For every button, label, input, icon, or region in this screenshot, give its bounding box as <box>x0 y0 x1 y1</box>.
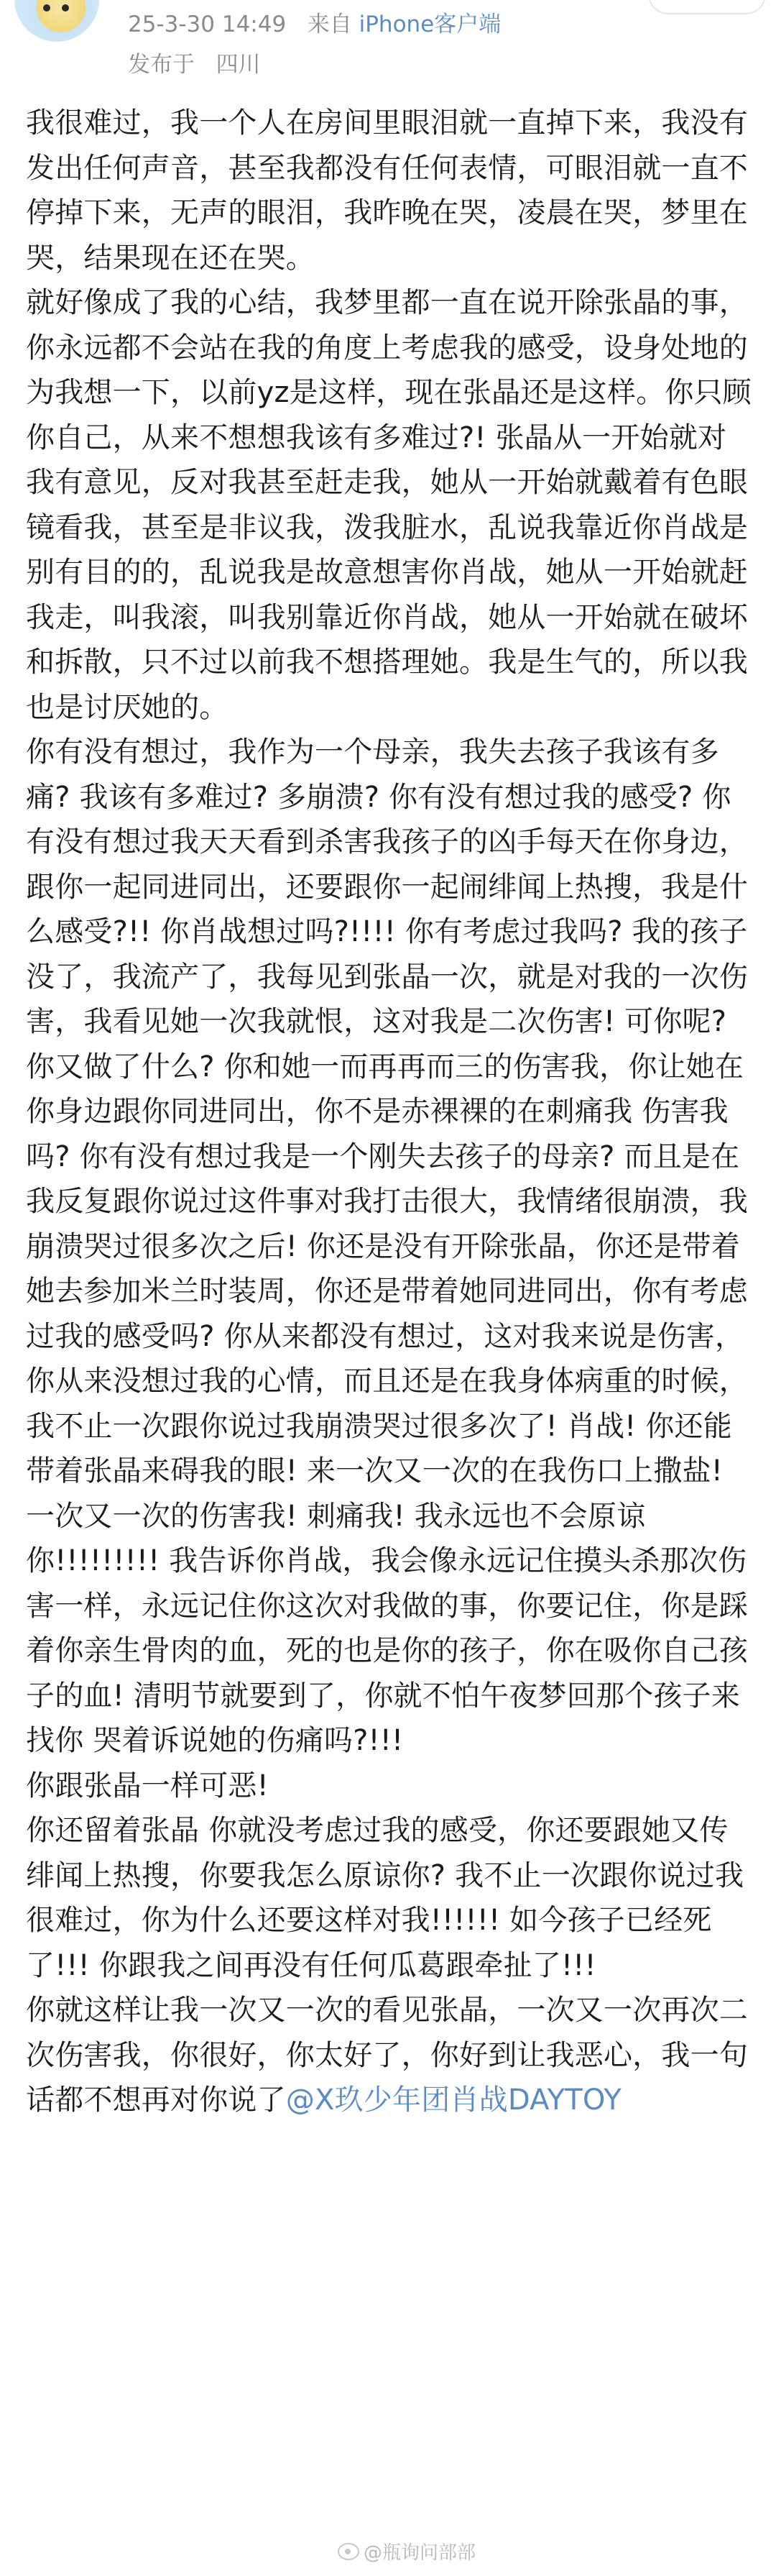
follow-button[interactable] <box>648 0 766 14</box>
post-paragraph: 你有没有想过，我作为一个母亲，我失去孩子我该有多痛? 我该有多难过? 多崩溃? 你有没有想过我的感受? 你有没有想过我天天看到杀害我孩子的凶手每天在你身边，跟你一起同进同出，还要跟你一起闹绯闻上热搜，我是什么感受?!! 你肖战想过吗?!!!! 你有考虑过我吗? 我的孩子没了，我流产了，我每见到张晶一次，就是对我的一次伤害，我看见她一次我就恨，这对我是二次伤害! 可你呢? 你又做了什么? 你和她一而再再而三的伤害我，你让她在你身边跟你同进同出，你不是赤裸裸的在刺痛我 伤害我吗? 你有没有想过我是一个刚失去孩子的母亲? 而且是在我反复跟你说过这件事对我打击很大，我情绪很崩溃，我崩溃哭过很多次之后! 你还是没有开除张晶，你还是带着她去参加米兰时装周，你还是带着她同进同出，你有考虑过我的感受吗? 你从来都没有想过，这对我来说是伤害，你从来没想过我的心情，而且还是在我身体病重的时候，我不止一次跟你说过我崩溃哭过很多次了! 肖战! 你还能带着张晶来碍我的眼! 来一次又一次的在我伤口上撒盐! 一次又一次的伤害我! 刺痛我! 我永远也不会原谅你!!!!!!!!! 我告诉你肖战，我会像永远记住摸头杀那次伤害一样，永远记住你这次对我做的事，你要记住，你是踩着你亲生骨肉的血，死的也是你的孩子，你在吸你自己孩子的血! 清明节就要到了，你就不怕午夜梦回那个孩子来找你 哭着诉说她的伤痛吗?!!! <box>26 735 748 1757</box>
watermark <box>338 2538 476 2564</box>
post-meta-location <box>128 46 261 78</box>
post-timestamp: 25-3-30 14:49 <box>128 12 287 37</box>
post-paragraph: 你跟张晶一样可恶! <box>26 1769 269 1802</box>
location-prefix: 发布于 <box>128 52 195 78</box>
post-header <box>0 0 776 101</box>
post-meta-time-source <box>128 6 501 38</box>
avatar[interactable] <box>14 0 99 42</box>
source-prefix: 来自 <box>307 12 352 37</box>
avatar-face-icon <box>43 4 50 12</box>
post-paragraph: 你还留着张晶 你就没考虑过我的感受，你还要跟她又传绯闻上热搜，你要我怎么原谅你? 我不止一次跟你说过我很难过，你为什么还要这样对我!!!!!! 如今孩子已经死了!!! 你跟我之间再没有任何瓜葛跟牵扯了!!! <box>26 1814 744 1982</box>
watermark-text: @瓶询问部部 <box>364 2542 476 2564</box>
source-client-link[interactable]: iPhone客户端 <box>359 12 502 37</box>
mention-link[interactable]: @X玖少年团肖战DAYTOY <box>285 2084 622 2117</box>
post-paragraph: 就好像成了我的心结，我梦里都一直在说开除张晶的事，你永远都不会站在我的角度上考虑我的感受，设身处地的为我想一下，以前yz是这样，现在张晶还是这样。你只顾你自己，从来不想想我该有多难过?! 张晶从一开始就对我有意见，反对我甚至赶走我，她从一开始就戴着有色眼镜看我，甚至是非议我，泼我脏水，乱说我靠近你肖战是别有目的的，乱说我是故意想害你肖战，她从一开始就赶我走，叫我滚，叫我别靠近你肖战，她从一开始就在破坏和拆散，只不过以前我不想搭理她。我是生气的，所以我也是讨厌她的。 <box>26 286 752 724</box>
location-value: 四川 <box>216 52 261 78</box>
weibo-logo-icon <box>338 2543 359 2560</box>
post-paragraph-last <box>26 1988 752 2123</box>
post-body <box>26 101 752 2123</box>
post-paragraph: 我很难过，我一个人在房间里眼泪就一直掉下来，我没有发出任何声音，甚至我都没有任何表情，可眼泪就一直不停掉下来，无声的眼泪，我昨晚在哭，凌晨在哭，梦里在哭，结果现在还在哭。 <box>26 106 748 275</box>
post-paragraph-text: 你就这样让我一次又一次的看见张晶，一次又一次再次二次伤害我，你很好，你太好了，你好到让我恶心，我一句话都不想再对你说了 <box>26 1994 748 2117</box>
